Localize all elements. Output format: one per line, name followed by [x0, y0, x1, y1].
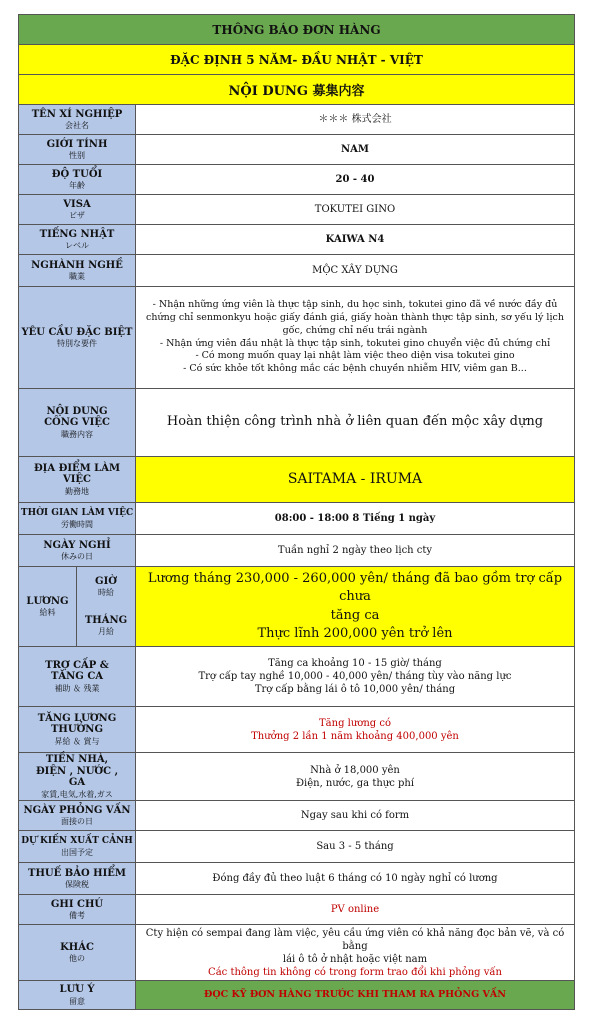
row-label: [19, 863, 136, 894]
allowance-line: Trợ cấp bằng lái ô tô 10,000 yên/ tháng: [254, 684, 456, 695]
row-work-location: [19, 457, 574, 503]
label-jp: 年齢: [69, 181, 85, 191]
row-japanese-level: [19, 225, 574, 255]
age-value: 20 - 40: [335, 174, 375, 185]
row-label: [19, 287, 136, 388]
label-vi: TÊN XÍ NGHIỆP: [31, 108, 123, 120]
row-value: [136, 925, 574, 980]
label-vi: TIỀN NHÀ, ĐIỆN , NƯỚC , GA: [35, 754, 119, 789]
notes-value: PV online: [330, 904, 380, 915]
row-departure: [19, 831, 574, 863]
utilities-line: Điện, nước, ga thực phí: [295, 777, 415, 789]
salary-line: tăng ca: [330, 607, 380, 623]
row-label: [19, 225, 136, 254]
row-working-hours: [19, 503, 574, 535]
requirement-line: gốc, chứng chỉ nếu trái ngành: [282, 324, 428, 336]
row-value: [136, 801, 574, 830]
label-vi: ĐỘ TUỔI: [51, 168, 103, 180]
row-label: [19, 165, 136, 194]
row-attention: [19, 981, 574, 1009]
row-label: [19, 981, 136, 1009]
working-hours-value: 08:00 - 18:00 8 Tiếng 1 ngày: [274, 513, 436, 524]
requirement-line: - Có mong muốn quay lại nhật làm việc theo diện visa tokutei gino: [195, 350, 515, 362]
label-jp: 昇給 ＆ 賞与: [54, 736, 100, 746]
label-jp: 時給: [98, 587, 114, 597]
label-vi: NỘI DUNG CÔNG VIỆC: [44, 405, 110, 429]
other-line: lái ô tô ở nhật hoặc việt nam: [282, 953, 428, 965]
row-allowance-overtime: [19, 647, 574, 707]
row-other: [19, 925, 574, 981]
label-vi: TĂNG LƯƠNG THƯỞNG: [37, 712, 117, 736]
salary-main-label: [19, 567, 77, 646]
label-jp: ビザ: [69, 211, 85, 221]
label-jp: 出国予定: [61, 847, 93, 857]
label-jp: 備考: [69, 911, 85, 921]
row-company: [19, 105, 574, 135]
row-value: [136, 135, 574, 164]
label-vi: GIỜ: [95, 575, 117, 587]
label-jp: レベル: [65, 241, 89, 251]
insurance-value: Đóng đầy đủ theo luật 6 tháng có 10 ngày nghỉ có lương: [212, 873, 498, 884]
label-vi: GHI CHÚ: [50, 898, 104, 910]
row-value: [136, 165, 574, 194]
label-vi: THỜI GIAN LÀM VIỆC: [20, 508, 134, 519]
label-vi: THUẾ BẢO HIỂM: [28, 867, 126, 879]
label-jp: 会社名: [65, 121, 89, 131]
row-label: [19, 925, 136, 980]
row-value: [136, 105, 574, 134]
requirement-line: - Có sức khỏe tốt không mắc các bệnh chuyền nhiễm HIV, viêm gan B...: [183, 363, 527, 375]
row-value: [136, 503, 574, 534]
subtitle-banner: ĐẶC ĐỊNH 5 NĂM- ĐẦU NHẬT - VIỆT: [19, 45, 574, 75]
row-label: [19, 801, 136, 830]
label-vi: LƯU Ý: [59, 984, 95, 996]
label-vi: LƯƠNG: [26, 595, 69, 607]
salary-label: [19, 567, 136, 646]
row-label: [19, 753, 136, 800]
row-value: [136, 707, 574, 752]
job-content-value: Hoàn thiện công trình nhà ở liên quan đến mộc xây dựng: [166, 414, 544, 430]
label-jp: 職務内容: [61, 429, 93, 439]
other-line: Cty hiện có sempai đang làm việc, yêu cầu ứng viên có khả năng đọc bản vẽ, và có bằng: [145, 927, 565, 952]
row-raise-bonus: [19, 707, 574, 753]
row-value: [136, 535, 574, 566]
label-jp: 月給: [98, 627, 114, 637]
row-label: [19, 895, 136, 924]
work-location-value: SAITAMA - IRUMA: [287, 471, 423, 488]
requirement-line: chứng chỉ senmonkyu hoặc giấy đánh giá, giấy hoàn thành thực tập sinh, sơ yếu lý lịch: [146, 311, 564, 323]
row-gender: [19, 135, 574, 165]
label-jp: 家賃,电気,水着,ガス: [41, 789, 113, 799]
row-value: [136, 981, 574, 1009]
row-housing-utilities: [19, 753, 574, 801]
row-value: [136, 287, 574, 388]
label-vi: DỰ KIẾN XUẤT CẢNH: [21, 836, 133, 847]
allowance-line: Tăng ca khoảng 10 - 15 giờ/ tháng: [268, 658, 442, 669]
row-label: [19, 503, 136, 534]
row-age: [19, 165, 574, 195]
housing-line: Nhà ở 18,000 yên: [310, 764, 400, 776]
row-insurance: [19, 863, 574, 895]
days-off-value: Tuần nghỉ 2 ngày theo lịch cty: [277, 545, 433, 556]
label-jp: 特別な要件: [57, 339, 97, 349]
label-vi: TRỢ CẤP & TĂNG CA: [45, 659, 109, 683]
raise-line: Tăng lương có: [319, 717, 391, 729]
row-value: [136, 753, 574, 800]
label-jp: 保険税: [65, 880, 89, 890]
row-label: [19, 535, 136, 566]
bonus-line: Thưởng 2 lần 1 năm khoảng 400,000 yên: [251, 730, 459, 742]
label-vi: THÁNG: [84, 615, 128, 627]
row-interview-date: [19, 801, 574, 831]
row-value: [136, 195, 574, 224]
salary-month-label: [77, 607, 135, 647]
label-vi: YÊU CẦU ĐẶC BIỆT: [21, 326, 133, 338]
label-jp: 給料: [39, 607, 56, 617]
job-type-value: MỘC XÂY DỰNG: [312, 265, 398, 276]
row-value: [136, 647, 574, 706]
japanese-level-value: KAIWA N4: [325, 234, 385, 245]
row-special-requirements: [19, 287, 574, 389]
label-vi: NGHÀNH NGHỀ: [31, 259, 123, 271]
label-jp: 休みの日: [61, 552, 93, 562]
departure-value: Sau 3 - 5 tháng: [316, 841, 394, 852]
row-job-content: [19, 389, 574, 457]
row-value: [136, 895, 574, 924]
other-line: Các thông tin không có trong form trao đổi khi phỏng vấn: [208, 966, 502, 978]
row-label: [19, 255, 136, 286]
row-value: [136, 225, 574, 254]
label-jp: 他の: [69, 954, 85, 964]
attention-value: ĐỌC KỸ ĐƠN HÀNG TRƯỚC KHI THAM RA PHỎNG VẤN: [204, 988, 506, 1000]
label-vi: ĐỊA ĐIỂM LÀM VIỆC: [33, 462, 121, 486]
visa-value: TOKUTEI GINO: [314, 204, 396, 215]
label-vi: VISA: [63, 198, 91, 210]
row-notes: [19, 895, 574, 925]
label-vi: GIỚI TÍNH: [46, 138, 108, 150]
content-header: NỘI DUNG 募集内容: [19, 75, 574, 105]
title-banner: THÔNG BÁO ĐƠN HÀNG: [19, 15, 574, 45]
salary-hour-label: [77, 567, 135, 607]
label-jp: 職業: [69, 272, 85, 282]
label-vi: NGÀY PHỎNG VẤN: [23, 804, 131, 816]
row-job-type: [19, 255, 574, 287]
label-jp: 勤務地: [65, 486, 89, 496]
row-value: [136, 255, 574, 286]
label-vi: KHÁC: [60, 941, 94, 953]
label-jp: 面接の日: [61, 817, 93, 827]
label-jp: 補助 ＆ 残業: [54, 683, 100, 693]
gender-value: NAM: [341, 144, 369, 155]
row-value: [136, 831, 574, 862]
row-salary: [19, 567, 574, 647]
row-label: [19, 135, 136, 164]
row-value: [136, 863, 574, 894]
row-label: [19, 707, 136, 752]
label-vi: TIẾNG NHẬT: [39, 228, 115, 240]
allowance-line: Trợ cấp tay nghề 10,000 - 40,000 yên/ tháng tùy vào năng lực: [198, 671, 512, 682]
row-label: [19, 105, 136, 134]
row-value: [136, 567, 574, 646]
requirement-line: - Nhận những ứng viên là thực tập sinh, du học sinh, tokutei gino đã về nước đầy đủ: [152, 299, 558, 311]
label-jp: 労働時間: [61, 519, 93, 529]
row-value: [136, 389, 574, 456]
row-label: [19, 831, 136, 862]
row-visa: [19, 195, 574, 225]
requirement-line: - Nhận ứng viên đầu nhật là thực tập sinh, tokutei gino chuyển việc đủ chứng chỉ: [159, 337, 551, 349]
row-label: [19, 457, 136, 502]
label-jp: 留意: [69, 996, 85, 1006]
row-label: [19, 647, 136, 706]
label-vi: NGÀY NGHỈ: [43, 539, 111, 551]
order-sheet: [18, 14, 575, 1010]
salary-line: Lương tháng 230,000 - 260,000 yên/ tháng đã bao gồm trợ cấp chưa: [147, 571, 563, 605]
row-days-off: [19, 535, 574, 567]
salary-line: Thực lĩnh 200,000 yên trở lên: [257, 625, 453, 641]
company-value: ＊＊＊ 株式会社: [318, 114, 392, 125]
interview-date-value: Ngay sau khi có form: [300, 810, 410, 821]
row-value: [136, 457, 574, 502]
row-label: [19, 195, 136, 224]
row-label: [19, 389, 136, 456]
label-jp: 性别: [69, 151, 85, 161]
